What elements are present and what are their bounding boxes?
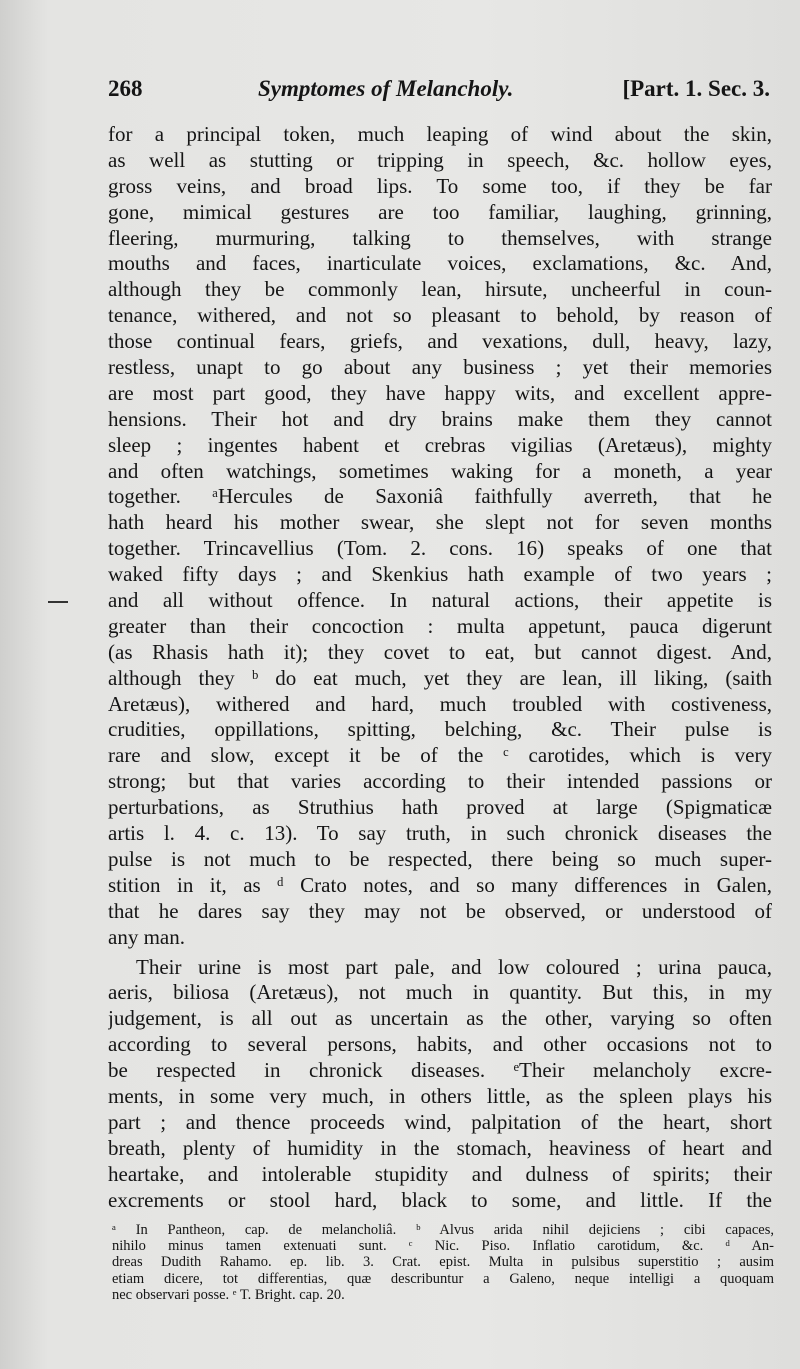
margin-mark [48,601,68,603]
text-line: together. Trincavellius (Tom. 2. cons. 16) speaks of one that [108,536,772,561]
text-line: Their urine is most part pale, and low coloured ; urina pauca, [136,954,772,979]
text-line: gone, mimical gestures are too familiar, laughing, grinning, [108,199,772,224]
text-line: waked fifty days ; and Skenkius hath example of two years ; [108,562,772,587]
section-label: [Part. 1. Sec. 3. [622,76,770,101]
footnotes [112,1222,774,1303]
text-line: part ; and thence proceeds wind, palpitation of the heart, short [108,1109,772,1134]
text-line: and all without offence. In natural actions, their appetite is [108,588,772,613]
text-line: according to several persons, habits, and other occasions not to [108,1032,772,1057]
body-text [108,122,772,1213]
text-line: gross veins, and broad lips. To some too, if they be far [108,173,772,198]
text-line: mouths and faces, inarticulate voices, exclamations, &c. And, [108,251,772,276]
text-line: hensions. Their hot and dry brains make them they cannot [108,406,772,431]
text-line: perturbations, as Struthius hath proved at large (Spigmaticæ [108,795,772,820]
text-line: nec observari posse. ᵉ T. Bright. cap. 20. [112,1286,345,1303]
text-line: restless, unapt to go about any business ; yet their memories [108,355,772,380]
text-line: together. ᵃHercules de Saxoniâ faithfully averreth, that he [108,484,772,509]
text-line: nihilo minus tamen extenuati sunt. ᶜ Nic. Piso. Inflatio carotidum, &c. ᵈ An- [112,1238,774,1255]
text-line: as well as stutting or tripping in speech, &c. hollow eyes, [108,147,772,172]
text-line: ᵃ In Pantheon, cap. de melancholiâ. ᵇ Alvus arida nihil dejiciens ; cibi capaces, [112,1222,774,1238]
text-line: breath, plenty of humidity in the stomach, heaviness of heart and [108,1135,772,1160]
text-line: aeris, biliosa (Aretæus), not much in quantity. But this, in my [108,980,772,1005]
running-title: Symptomes of Melancholy. [258,76,514,101]
text-line: those continual fears, griefs, and vexations, dull, heavy, lazy, [108,329,772,354]
text-line: heartake, and intolerable stupidity and dulness of spirits; their [108,1161,772,1186]
text-line: strong; but that varies according to their intended passions or [108,769,772,794]
text-line: although they ᵇ do eat much, yet they are lean, ill liking, (saith [108,665,772,690]
text-line: for a principal token, much leaping of wind about the skin, [108,122,772,146]
text-line: although they be commonly lean, hirsute, uncheerful in coun- [108,277,772,302]
text-line: sleep ; ingentes habent et crebras vigilias (Aretæus), mighty [108,432,772,457]
text-line: etiam dicere, tot differentias, quæ describuntur a Galeno, neque intelligi a quoquam [112,1270,774,1287]
text-line: stition in it, as ᵈ Crato notes, and so many differences in Galen, [108,872,772,897]
text-line: Aretæus), withered and hard, much troubled with costiveness, [108,691,772,716]
text-line: that he dares say they may not be observed, or understood of [108,898,772,923]
text-line: dreas Dudith Rahamo. ep. lib. 3. Crat. epist. Multa in pulsibus superstitio ; ausim [112,1254,774,1271]
text-line: pulse is not much to be respected, there being so much super- [108,846,772,871]
text-line: tenance, withered, and not so pleasant to behold, by reason of [108,303,772,328]
text-line: crudities, oppillations, spitting, belching, &c. Their pulse is [108,717,772,742]
text-line: fleering, murmuring, talking to themselves, with strange [108,225,772,250]
text-line: hath heard his mother swear, she slept not for seven months [108,510,772,535]
text-line: and often watchings, sometimes waking for a moneth, a year [108,458,772,483]
text-line: are most part good, they have happy wits, and excellent appre- [108,380,772,405]
text-line: artis l. 4. c. 13). To say truth, in such chronick diseases the [108,821,772,846]
paragraph-2 [108,955,772,1214]
text-line: ments, in some very much, in others little, as the spleen plays his [108,1083,772,1108]
text-line: rare and slow, except it be of the ᶜ carotides, which is very [108,743,772,768]
text-line: judgement, is all out as uncertain as the other, varying so often [108,1006,772,1031]
paragraph-1 [108,122,772,951]
text-line: be respected in chronick diseases. ᵉTheir melancholy excre- [108,1058,772,1083]
text-line: excrements or stool hard, black to some, and little. If the [108,1187,772,1212]
text-line: (as Rhasis hath it); they covet to eat, but cannot digest. And, [108,639,772,664]
text-line: any man. [108,924,185,949]
page-number: 268 [108,76,143,101]
text-line: greater than their concoction : multa appetunt, pauca digerunt [108,613,772,638]
page-header [108,76,770,108]
